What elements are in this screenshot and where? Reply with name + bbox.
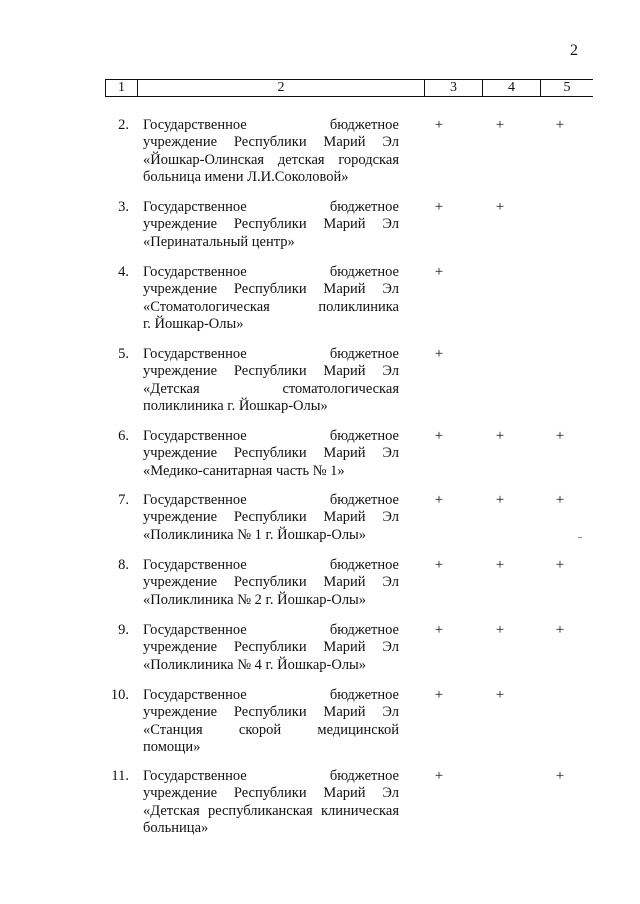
row-number: 5. xyxy=(118,346,129,362)
row-number: 6. xyxy=(118,428,129,444)
institution-name-line: учреждение Республики Марий Эл xyxy=(143,134,399,151)
scan-speck xyxy=(578,537,582,538)
institution-name-line: Государственное бюджетное xyxy=(143,199,399,215)
mark-col-4: + xyxy=(495,687,505,703)
table-row xyxy=(105,264,593,334)
institution-name xyxy=(137,768,399,838)
row-number: 10. xyxy=(110,687,129,703)
institution-name-line: «Поликлиника № 2 г. Йошкар-Олы» xyxy=(143,591,367,608)
institution-name-line: учреждение Республики Марий Эл xyxy=(143,216,399,233)
mark-col-3: + xyxy=(434,117,444,133)
institution-name xyxy=(137,428,399,480)
mark-col-4: + xyxy=(495,622,505,638)
institution-name-line: «Детская республиканская клиническая xyxy=(143,802,399,819)
table-row xyxy=(105,117,593,187)
institution-name-line: учреждение Республики Марий Эл xyxy=(143,363,399,380)
mark-col-5: + xyxy=(555,428,565,444)
header-col-5: 5 xyxy=(540,80,593,96)
mark-col-3: + xyxy=(434,557,444,573)
institution-name-line: учреждение Республики Марий Эл xyxy=(143,704,399,721)
table-header xyxy=(105,79,593,97)
institution-name-line: «Поликлиника № 1 г. Йошкар-Олы» xyxy=(143,526,367,543)
institution-name-line: «Медико-санитарная часть № 1» xyxy=(143,462,345,479)
institution-name-line: Государственное бюджетное xyxy=(143,117,399,133)
institution-name-line: учреждение Республики Марий Эл xyxy=(143,281,399,298)
institution-name-line: больница» xyxy=(143,820,209,837)
mark-col-4: + xyxy=(495,199,505,215)
row-number: 8. xyxy=(118,557,129,573)
mark-col-3: + xyxy=(434,264,444,280)
institution-name-line: Государственное бюджетное xyxy=(143,264,399,280)
institution-name-line: Государственное бюджетное xyxy=(143,557,399,573)
institution-name-line: учреждение Республики Марий Эл xyxy=(143,509,399,526)
institution-name xyxy=(137,492,399,544)
institution-name-line: «Детская стоматологическая xyxy=(143,380,399,397)
mark-col-3: + xyxy=(434,346,444,362)
row-number: 9. xyxy=(118,622,129,638)
row-number: 4. xyxy=(118,264,129,280)
mark-col-4: + xyxy=(495,428,505,444)
mark-col-5: + xyxy=(555,557,565,573)
mark-col-3: + xyxy=(434,622,444,638)
institution-name xyxy=(137,346,399,416)
institution-name xyxy=(137,117,399,187)
mark-col-4: + xyxy=(495,492,505,508)
table-row xyxy=(105,557,593,609)
mark-col-5: + xyxy=(555,768,565,784)
header-col-3: 3 xyxy=(424,80,482,96)
mark-col-4: + xyxy=(495,557,505,573)
table-row xyxy=(105,768,593,838)
row-number: 3. xyxy=(118,199,129,215)
row-number: 7. xyxy=(118,492,129,508)
institution-name-line: Государственное бюджетное xyxy=(143,687,399,703)
table-row xyxy=(105,492,593,544)
institution-name-line: «Йошкар-Олинская детская городская xyxy=(143,151,399,168)
mark-col-3: + xyxy=(434,199,444,215)
mark-col-5: + xyxy=(555,117,565,133)
institution-name xyxy=(137,687,399,757)
page-number: 2 xyxy=(570,42,578,59)
institution-name-line: Государственное бюджетное xyxy=(143,622,399,638)
mark-col-3: + xyxy=(434,492,444,508)
table-row xyxy=(105,622,593,674)
institution-name xyxy=(137,199,399,251)
mark-col-4: + xyxy=(495,117,505,133)
institution-name-line: помощи» xyxy=(143,739,201,756)
table-row xyxy=(105,199,593,251)
mark-col-3: + xyxy=(434,687,444,703)
institution-name xyxy=(137,264,399,334)
institution-name xyxy=(137,622,399,674)
table-row xyxy=(105,428,593,480)
mark-col-5: + xyxy=(555,492,565,508)
mark-col-5: + xyxy=(555,622,565,638)
row-number: 2. xyxy=(118,117,129,133)
header-col-2: 2 xyxy=(137,80,424,96)
table-row xyxy=(105,346,593,416)
table-row xyxy=(105,687,593,757)
institution-name-line: Государственное бюджетное xyxy=(143,768,399,784)
institution-name-line: учреждение Республики Марий Эл xyxy=(143,785,399,802)
header-col-1: 1 xyxy=(105,80,137,96)
header-col-4: 4 xyxy=(482,80,540,96)
institution-name-line: «Стоматологическая поликлиника xyxy=(143,298,399,315)
institution-name-line: учреждение Республики Марий Эл xyxy=(143,445,399,462)
institution-name-line: Государственное бюджетное xyxy=(143,346,399,362)
institution-name-line: Государственное бюджетное xyxy=(143,428,399,444)
mark-col-3: + xyxy=(434,428,444,444)
institution-name-line: учреждение Республики Марий Эл xyxy=(143,574,399,591)
row-number: 11. xyxy=(111,768,129,784)
institution-name xyxy=(137,557,399,609)
institution-name-line: учреждение Республики Марий Эл xyxy=(143,639,399,656)
institution-name-line: «Перинатальный центр» xyxy=(143,233,295,250)
mark-col-3: + xyxy=(434,768,444,784)
institution-name-line: «Поликлиника № 4 г. Йошкар-Олы» xyxy=(143,656,367,673)
institution-name-line: Государственное бюджетное xyxy=(143,492,399,508)
institution-name-line: поликлиника г. Йошкар-Олы» xyxy=(143,398,328,415)
institution-name-line: больница имени Л.И.Соколовой» xyxy=(143,169,349,186)
institution-name-line: г. Йошкар-Олы» xyxy=(143,316,244,333)
institution-name-line: «Станция скорой медицинской xyxy=(143,721,399,738)
